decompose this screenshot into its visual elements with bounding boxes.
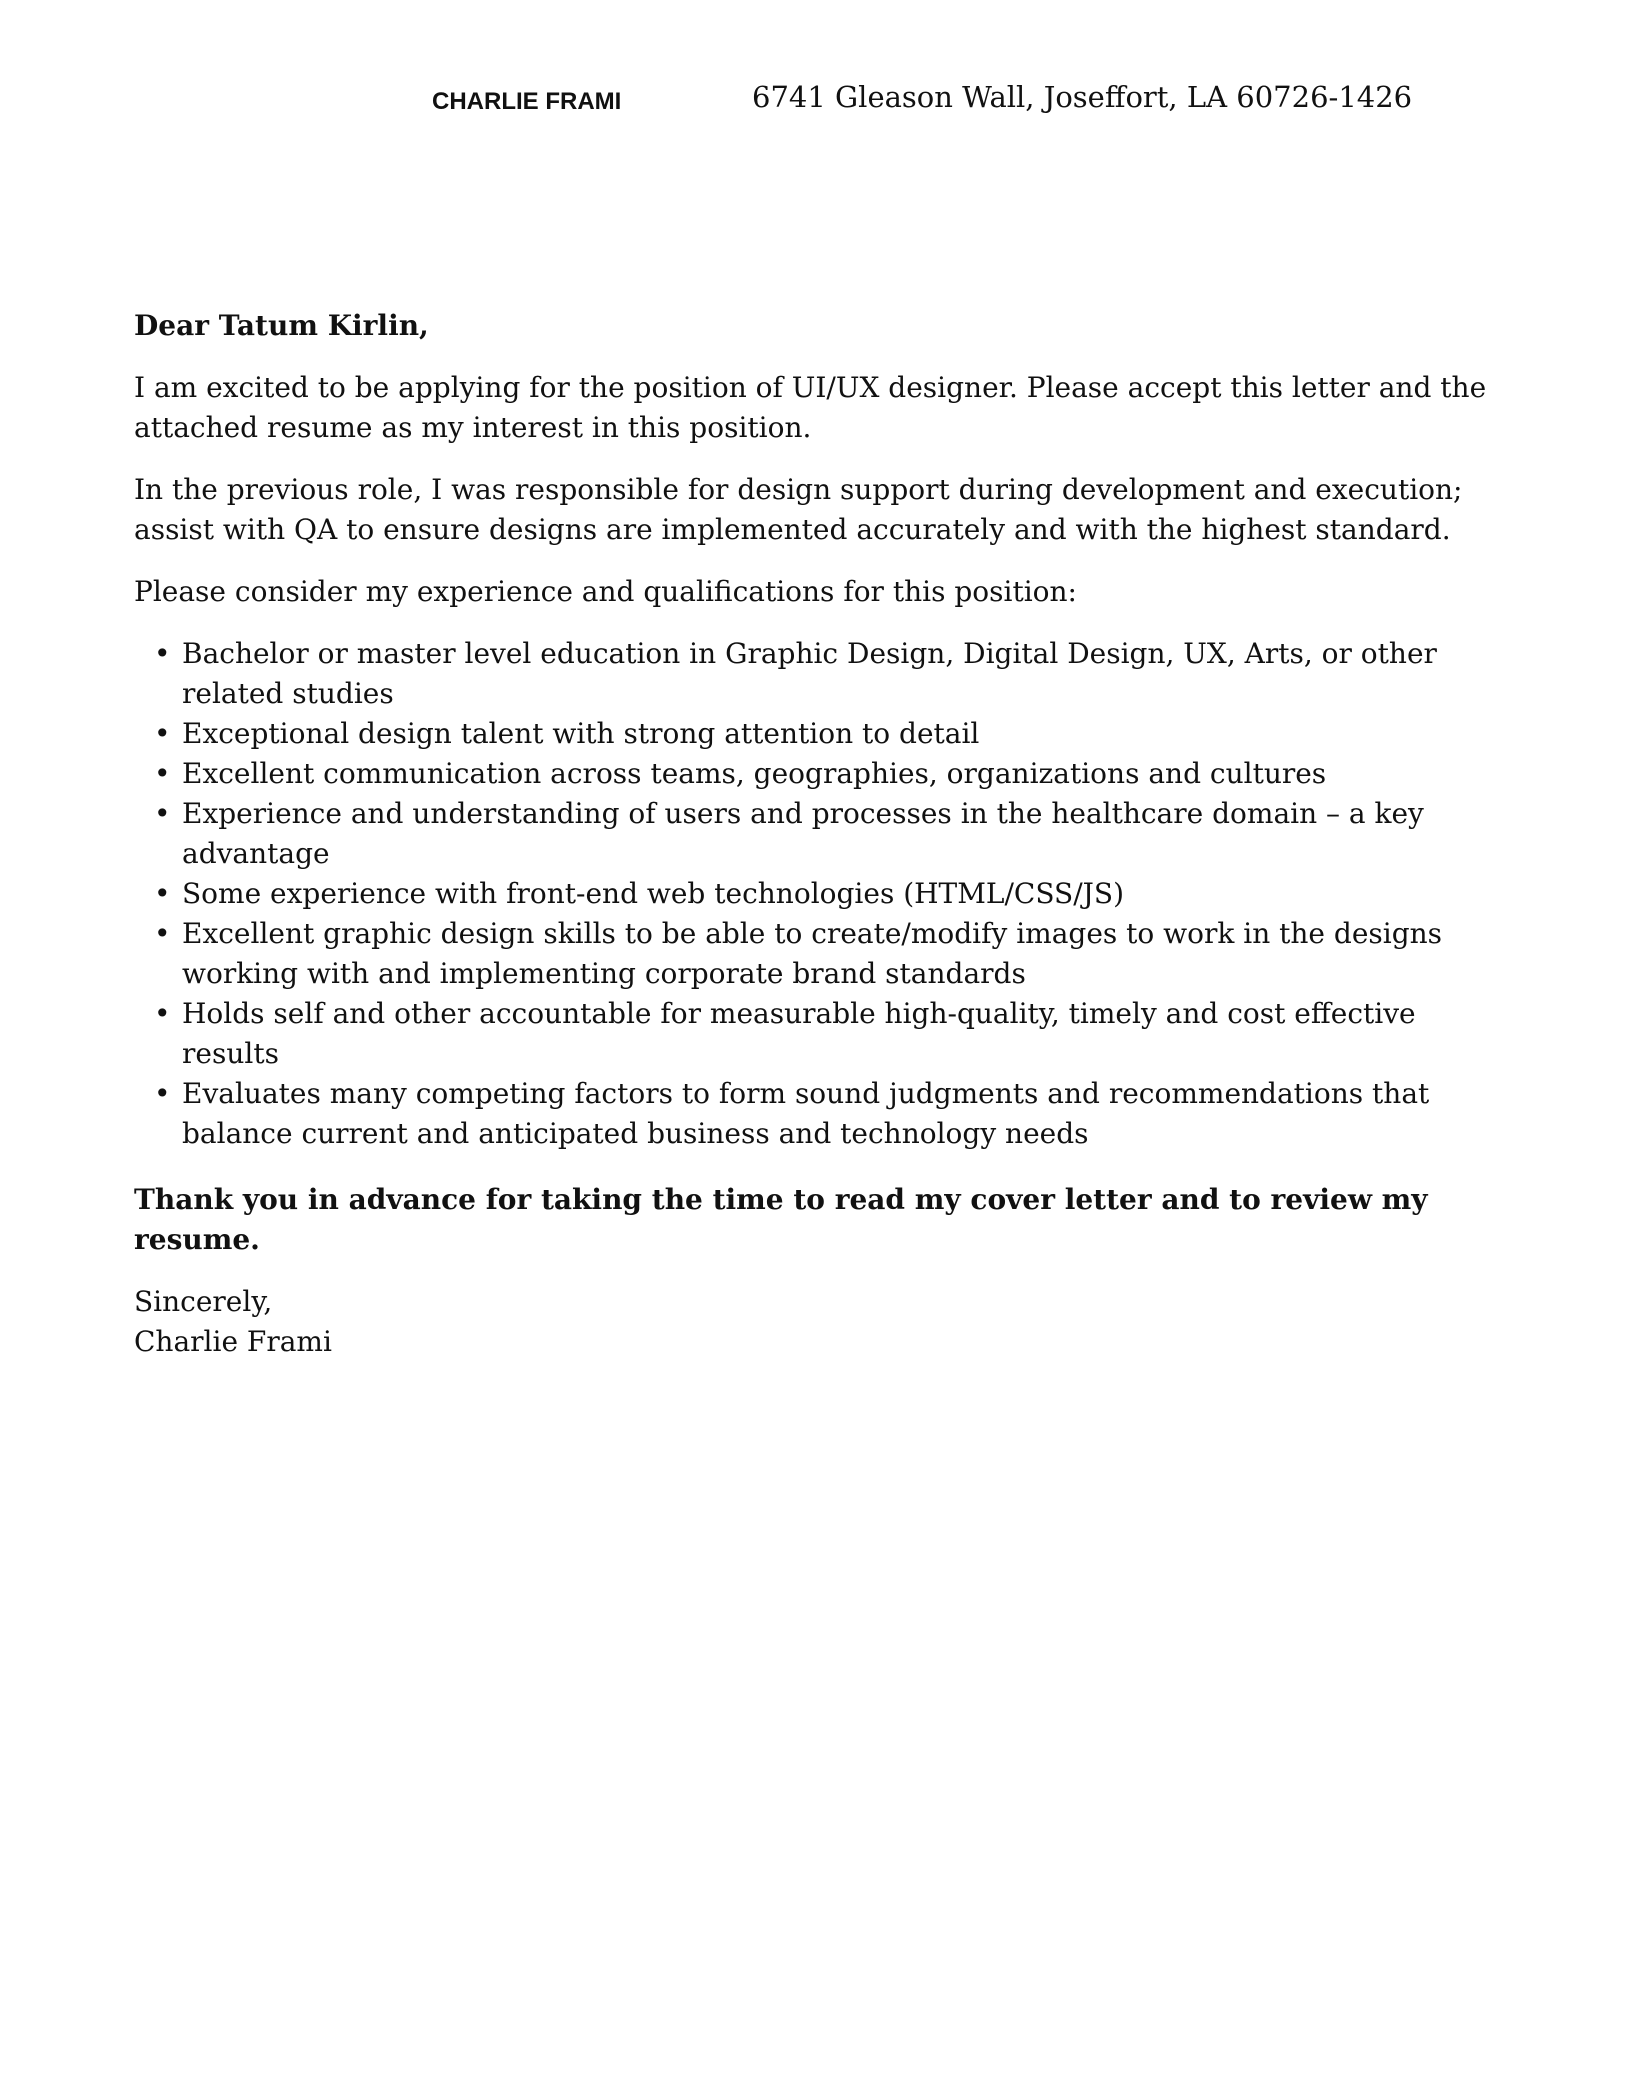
letterhead (0, 80, 1632, 124)
list-item: • Exceptional design talent with strong attention to detail (182, 714, 1504, 754)
thank-you-line: Thank you in advance for taking the time to read my cover letter and to review my resume. (134, 1183, 1428, 1256)
experience-paragraph: In the previous role, I was responsible for design support during development and execution; assist with QA to ensure designs are implemented accurately and with the highest standard. (134, 473, 1463, 546)
letter-body (134, 306, 1504, 1362)
list-item: • Excellent communication across teams, geographies, organizations and cultures (182, 754, 1504, 794)
closing: Sincerely, (134, 1285, 273, 1318)
qualifications-list (134, 634, 1504, 1154)
list-item: • Bachelor or master level education in Graphic Design, Digital Design, UX, Arts, or other related studies (182, 634, 1504, 714)
list-item: • Excellent graphic design skills to be able to create/modify images to work in the designs working with and implementing corporate brand standards (182, 914, 1504, 994)
list-item: • Evaluates many competing factors to form sound judgments and recommendations that balance current and anticipated business and technology needs (182, 1074, 1504, 1154)
list-item: • Holds self and other accountable for measurable high-quality, timely and cost effective results (182, 994, 1504, 1074)
list-item: • Some experience with front-end web technologies (HTML/CSS/JS) (182, 874, 1504, 914)
signature: Charlie Frami (134, 1325, 332, 1358)
salutation: Dear Tatum Kirlin, (134, 309, 429, 342)
intro-paragraph: I am excited to be applying for the position of UI/UX designer. Please accept this letter and the attached resume as my interest in this position. (134, 371, 1487, 444)
qualifications-intro: Please consider my experience and qualifications for this position: (134, 575, 1077, 608)
list-item: • Experience and understanding of users and processes in the healthcare domain – a key advantage (182, 794, 1504, 874)
sender-name: CHARLIE FRAMI (432, 88, 622, 115)
sender-address: 6741 Gleason Wall, Joseffort, LA 60726-1426 (752, 80, 1413, 114)
